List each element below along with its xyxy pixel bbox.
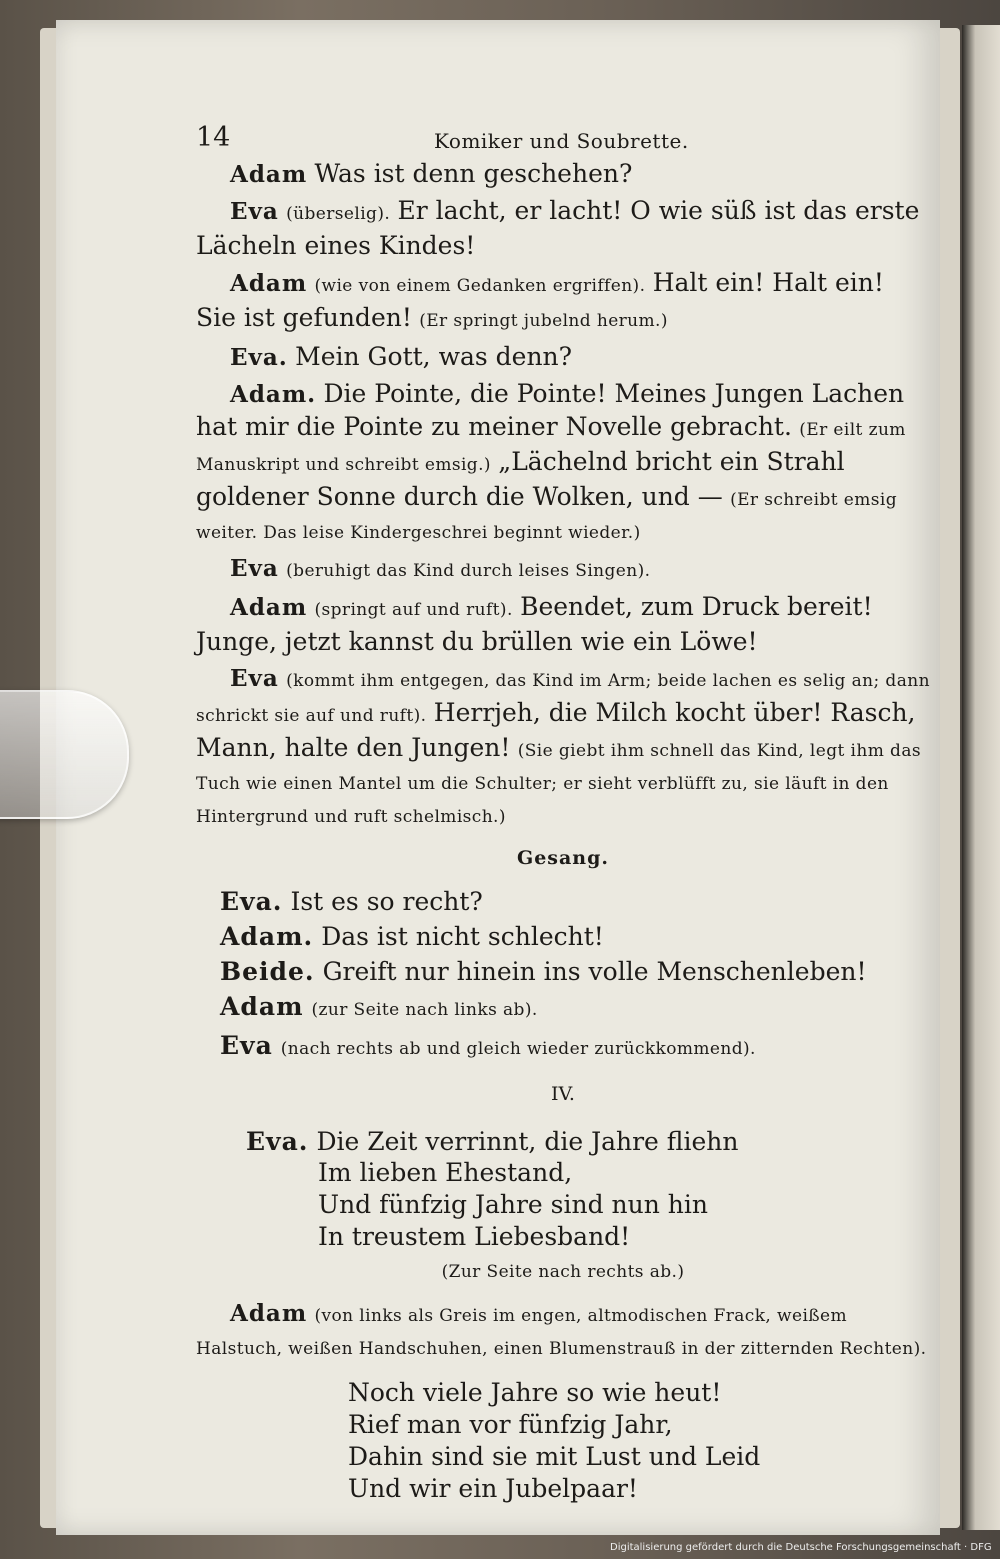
line-text: Ist es so recht? — [290, 887, 483, 916]
verse-line: In treustem Liebesband! — [318, 1222, 631, 1251]
speaker-name: Eva. — [246, 1127, 309, 1156]
verse-line — [246, 1126, 930, 1157]
speaker-name: Eva — [220, 1031, 273, 1060]
speaker-name: Eva — [230, 665, 279, 692]
song-line — [220, 991, 930, 1026]
speaker-name: Adam — [230, 1300, 308, 1327]
speaker-name: Eva. — [230, 344, 288, 371]
section-heading: Gesang. — [516, 847, 610, 869]
verse-line: Und fünfzig Jahre sind nun hin — [318, 1190, 708, 1219]
stage-direction: (beruhigt das Kind durch leises Singen). — [286, 561, 651, 581]
dialogue-line — [196, 341, 930, 374]
song-line — [220, 1030, 930, 1065]
dialogue-line — [196, 1298, 930, 1365]
stage-direction: (zur Seite nach links ab). — [311, 1000, 538, 1020]
dialogue-line — [196, 591, 930, 659]
stage-direction: (wie von einem Gedanken ergriffen). — [314, 276, 646, 296]
dialogue-line — [196, 158, 930, 191]
speaker-name: Adam — [230, 594, 308, 621]
line-text: Die Pointe, die Pointe! Meines Jungen Lachen hat mir die Pointe zu meiner Novelle gebracht. — [196, 379, 905, 441]
speaker-name: Adam — [220, 992, 304, 1021]
speaker-name: Adam. — [230, 381, 317, 408]
stage-direction: (Sie giebt ihm schnell das Kind, legt ihm das Tuch wie einen Mantel um die Schulter; er sieht verblüfft zu, sie läuft in den Hintergrund und ruft schelmisch.) — [196, 741, 921, 827]
line-text: Mein Gott, was denn? — [295, 342, 573, 371]
song-line — [220, 886, 930, 917]
next-page-edge — [962, 25, 1000, 1530]
dialogue-line — [196, 663, 930, 833]
page-number: 14 — [196, 122, 231, 153]
line-text: Beendet, zum Druck bereit! Junge, jetzt kannst du brüllen wie ein Löwe! — [196, 592, 873, 656]
dialogue-line — [196, 553, 930, 587]
dialogue-line — [196, 378, 930, 549]
verse-line: Und wir ein Jubelpaar! — [348, 1474, 638, 1503]
page-header — [196, 118, 930, 158]
speaker-name: Eva — [230, 555, 279, 582]
stage-direction: (von links als Greis im engen, altmodischen Frack, weißem Halstuch, weißen Handschuhen, einen Blumenstrauß in der zitternden Rechten). — [196, 1306, 927, 1359]
page-content — [196, 118, 930, 1505]
verse-line: Noch viele Jahre so wie heut! — [348, 1378, 722, 1407]
line-text: Was ist denn geschehen? — [314, 159, 633, 188]
dialogue-line — [196, 195, 930, 263]
line-text: Er lacht, er lacht! O wie süß ist das erste Lächeln eines Kindes! — [196, 196, 920, 260]
line-text: Halt ein! Halt ein! Sie ist gefunden! — [196, 268, 884, 332]
stage-direction: (Er eilt zum Manuskript und schreibt emsig.) — [196, 420, 906, 475]
verse-line: Dahin sind sie mit Lust und Leid — [348, 1442, 761, 1471]
speaker-name: Eva — [230, 198, 279, 225]
page-clip — [0, 690, 129, 819]
verse-line: Rief man vor fünfzig Jahr, — [348, 1410, 673, 1439]
line-text: „Lächelnd bricht ein Strahl goldener Sonne durch die Wolken, und — — [196, 447, 845, 511]
dialogue-line — [196, 267, 930, 337]
verse-line: Im lieben Ehestand, — [318, 1158, 573, 1187]
digitization-footer: Digitalisierung gefördert durch die Deutsche Forschungsgemeinschaft · DFG — [610, 1542, 992, 1553]
stage-direction: (springt auf und ruft). — [314, 600, 513, 620]
stage-direction: (Er schreibt emsig weiter. Das leise Kindergeschrei beginnt wieder.) — [196, 490, 897, 543]
stage-direction: (Er springt jubelnd herum.) — [419, 311, 668, 331]
song-line — [220, 956, 930, 987]
line-text: Die Zeit verrinnt, die Jahre fliehn — [316, 1127, 739, 1156]
stage-direction: (kommt ihm entgegen, das Kind im Arm; beide lachen es selig an; dann schrickt sie auf und ruft). — [196, 671, 930, 726]
line-text: Greift nur hinein ins volle Menschenleben! — [322, 957, 867, 986]
line-text: Herrjeh, die Milch kocht über! Rasch, Mann, halte den Jungen! — [196, 698, 916, 762]
stage-direction: (überselig). — [286, 204, 391, 224]
speaker-name: Beide. — [220, 957, 315, 986]
speaker-name: Adam. — [220, 922, 314, 951]
song-line — [220, 921, 930, 952]
line-text: Das ist nicht schlecht! — [321, 922, 604, 951]
running-title: Komiker und Soubrette. — [434, 129, 689, 153]
speaker-name: Adam — [230, 270, 308, 297]
stage-direction: (Zur Seite nach rechts ab.) — [441, 1262, 685, 1282]
stage-direction: (nach rechts ab und gleich wieder zurückkommend). — [280, 1039, 756, 1059]
section-numeral: IV. — [551, 1083, 575, 1105]
speaker-name: Adam — [230, 161, 308, 188]
speaker-name: Eva. — [220, 887, 283, 916]
